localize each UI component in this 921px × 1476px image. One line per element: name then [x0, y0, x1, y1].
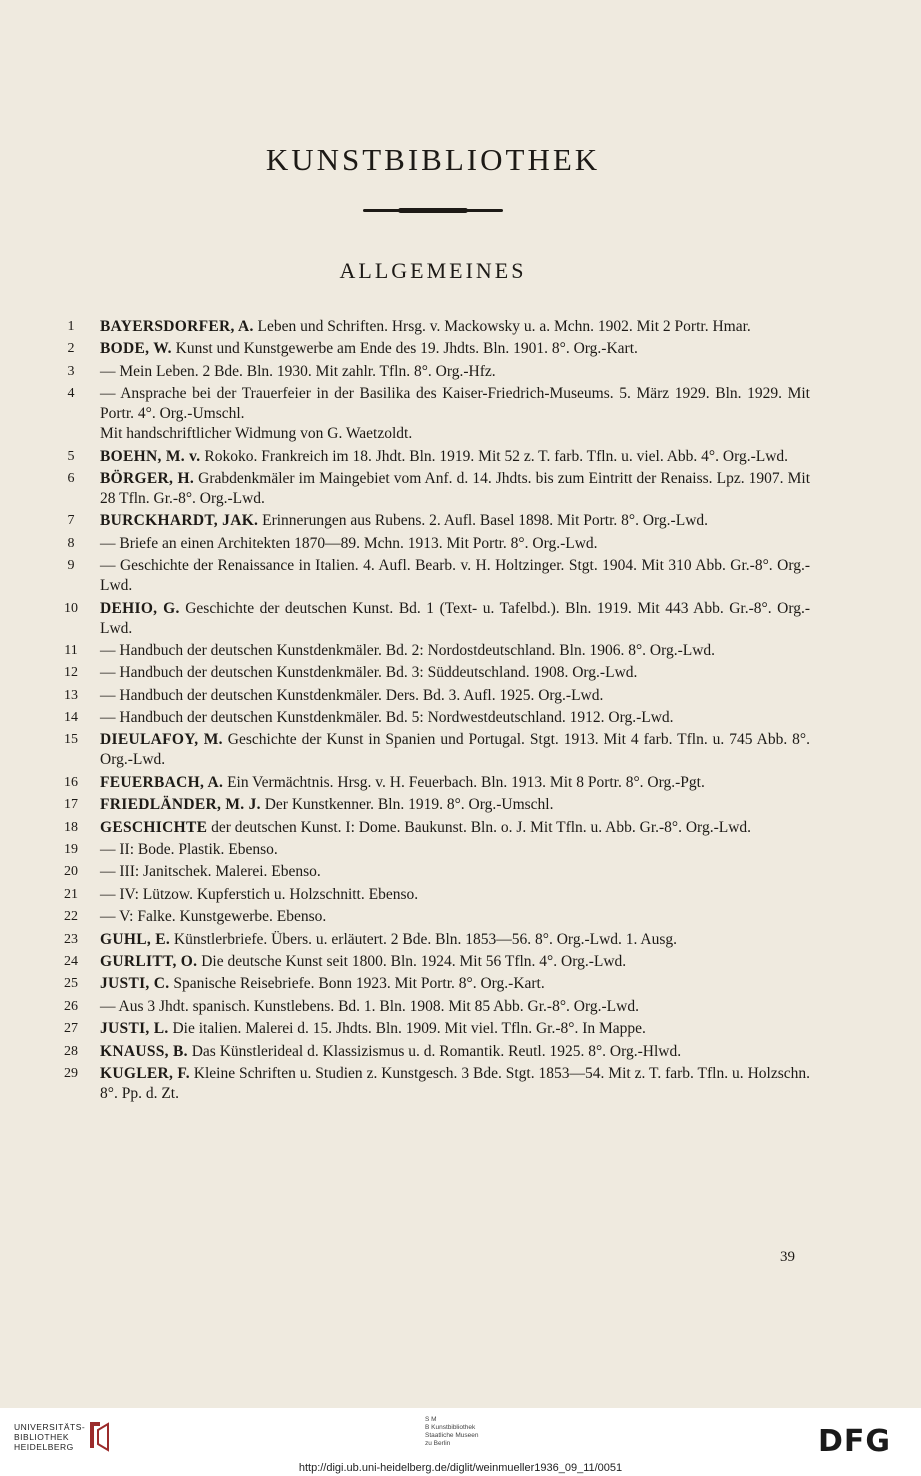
catalog-entry: [60, 885, 810, 905]
entry-text: [100, 599, 810, 639]
catalog-entry: [60, 447, 810, 467]
catalog-entry: [60, 907, 810, 927]
entry-number: 26: [64, 998, 78, 1014]
museum-stamp: S M B Kunstbibliothek Staatliche Museen zu Berlin: [425, 1416, 479, 1447]
entry-description: Das Künstlerideal d. Klassizismus u. d. Romantik. Reutl. 1925. 8°. Org.-Hlwd.: [187, 1042, 682, 1060]
source-url-link[interactable]: http://digi.ub.uni-heidelberg.de/diglit/weinmueller1936_09_11/0051: [298, 1462, 623, 1474]
entry-text: [100, 1064, 810, 1104]
page-number: 39: [780, 1249, 795, 1265]
entry-author: BOEHN, M. v.: [100, 447, 201, 465]
title-divider: [363, 209, 503, 212]
entry-description: Künstlerbriefe. Übers. u. erläutert. 2 Bde. Bln. 1853—56. 8°. Org.-Lwd. 1. Ausg.: [170, 930, 678, 948]
entry-description: — Handbuch der deutschen Kunstdenkmäler. Ders. Bd. 3. Aufl. 1925. Org.-Lwd.: [100, 686, 604, 704]
entry-description: — Ansprache bei der Trauerfeier in der Basilika des Kaiser-Friedrich-Museums. 5. März 1929. Bln. 1929. Mit Portr. 4°. Org.-Umschl.: [100, 385, 810, 423]
university-emblem-icon: [86, 1420, 112, 1452]
entry-text: [100, 952, 810, 972]
entry-number: 14: [64, 710, 78, 726]
entry-author: BURCKHARDT, JAK.: [100, 512, 259, 530]
entry-text: [100, 862, 810, 882]
catalog-entry: [60, 1019, 810, 1039]
catalog-entry: [60, 534, 810, 554]
entry-text: [100, 730, 810, 770]
entry-author: GUHL, E.: [100, 930, 171, 948]
entry-description: — Handbuch der deutschen Kunstdenkmäler. Bd. 2: Nordostdeutschland. Bln. 1906. 8°. Org.-Lwd.: [100, 641, 716, 659]
entry-author: JUSTI, L.: [100, 1020, 169, 1038]
catalog-entry: [60, 773, 810, 793]
entry-number: 20: [64, 864, 78, 880]
catalog-entry: [60, 641, 810, 661]
entry-text: [100, 840, 810, 860]
entry-number: 23: [64, 931, 78, 947]
catalog-entry: [60, 818, 810, 838]
entry-number: 11: [64, 642, 78, 658]
university-library-logo[interactable]: UNIVERSITÄTS- BIBLIOTHEK HEIDELBERG: [14, 1422, 86, 1452]
entry-number: 27: [64, 1021, 78, 1037]
entry-description: Spanische Reisebriefe. Bonn 1923. Mit Portr. 8°. Org.-Kart.: [169, 975, 545, 993]
entry-description: — Briefe an einen Architekten 1870—89. Mchn. 1913. Mit Portr. 8°. Org.-Lwd.: [100, 534, 598, 552]
entry-description: — IV: Lützow. Kupferstich u. Holzschnitt. Ebenso.: [100, 885, 419, 903]
entry-description: Die deutsche Kunst seit 1800. Bln. 1924. Mit 56 Tfln. 4°. Org.-Lwd.: [197, 952, 627, 970]
catalog-entry: [60, 556, 810, 596]
entry-number: 8: [67, 535, 75, 551]
entry-number: 16: [64, 774, 78, 790]
entry-description: Kleine Schriften u. Studien z. Kunstgesch. 3 Bde. Stgt. 1853—54. Mit z. T. farb. Tfln. u. Holzschn. 8°. Pp. d. Zt.: [100, 1064, 810, 1102]
entry-number: 7: [67, 513, 75, 529]
catalog-entry: [60, 469, 810, 509]
entry-text: [100, 708, 810, 728]
entry-number: 12: [64, 665, 78, 681]
entry-text: [100, 447, 810, 467]
catalog-entry: [60, 384, 810, 444]
entry-number: 6: [67, 470, 75, 486]
entry-text: [100, 362, 810, 382]
catalog-entry: [60, 930, 810, 950]
catalog-entry: [60, 795, 810, 815]
entry-number: 3: [67, 363, 75, 379]
catalog-entry: [60, 1064, 810, 1104]
entry-description: Geschichte der Kunst in Spanien und Portugal. Stgt. 1913. Mit 4 farb. Tfln. u. 745 Abb. 8°. Org.-Lwd.: [100, 731, 810, 769]
catalog-entry: [60, 730, 810, 770]
catalog-entry: [60, 708, 810, 728]
entry-text: [100, 511, 810, 531]
entry-text: [100, 384, 810, 444]
entry-description: Rokoko. Frankreich im 18. Jhdt. Bln. 1919. Mit 52 z. T. farb. Tfln. u. viel. Abb. 4°. Org.-Lwd.: [200, 447, 789, 465]
entry-text: [100, 534, 810, 554]
entry-author: DEHIO, G.: [100, 599, 180, 617]
entry-description: Erinnerungen aus Rubens. 2. Aufl. Basel 1898. Mit Portr. 8°. Org.-Lwd.: [258, 512, 709, 530]
entry-number: 24: [64, 953, 78, 969]
entry-description: Geschichte der deutschen Kunst. Bd. 1 (Text- u. Tafelbd.). Bln. 1919. Mit 443 Abb. Gr.-8°. Org.-Lwd.: [100, 599, 810, 637]
entry-author: DIEULAFOY, M.: [100, 731, 223, 749]
catalog-entry: [60, 686, 810, 706]
entry-description: — II: Bode. Plastik. Ebenso.: [100, 841, 278, 859]
entry-author: JUSTI, C.: [100, 975, 170, 993]
entry-author: GURLITT, O.: [100, 952, 198, 970]
entry-text: [100, 795, 810, 815]
entry-number: 4: [67, 386, 75, 402]
entry-number: 17: [64, 797, 78, 813]
entry-text: [100, 974, 810, 994]
catalog-entry: [60, 599, 810, 639]
catalog-entry: [60, 511, 810, 531]
entry-text: [100, 663, 810, 683]
catalog-entry: [60, 862, 810, 882]
entry-number: 21: [64, 886, 78, 902]
entry-text: [100, 469, 810, 509]
entry-description: Der Kunstkenner. Bln. 1919. 8°. Org.-Umschl.: [260, 796, 554, 814]
entry-number: 9: [67, 558, 75, 574]
entry-description: — III: Janitschek. Malerei. Ebenso.: [100, 863, 321, 881]
catalog-entry: [60, 840, 810, 860]
entry-text: [100, 818, 810, 838]
entry-number: 22: [64, 909, 78, 925]
entry-description: der deutschen Kunst. I: Dome. Baukunst. Bln. o. J. Mit Tfln. u. Abb. Gr.-8°. Org.-Lwd.: [207, 818, 752, 836]
entry-author: FEUERBACH, A.: [100, 773, 224, 791]
entry-author: KNAUSS, B.: [100, 1042, 188, 1060]
entry-text: [100, 641, 810, 661]
entry-description: — Handbuch der deutschen Kunstdenkmäler. Bd. 3: Süddeutschland. 1908. Org.-Lwd.: [100, 664, 638, 682]
entry-text: [100, 317, 810, 337]
catalog-entry: [60, 362, 810, 382]
entry-description: Grabdenkmäler im Maingebiet vom Anf. d. 14. Jhdts. bis zum Eintritt der Renaiss. Lpz. 1907. Mit 28 Tfln. Gr.-8°. Org.-Lwd.: [100, 469, 811, 507]
entry-description: Kunst und Kunstgewerbe am Ende des 19. Jhdts. Bln. 1901. 8°. Org.-Kart.: [171, 340, 638, 358]
entry-description: — Mein Leben. 2 Bde. Bln. 1930. Mit zahlr. Tfln. 8°. Org.-Hfz.: [100, 362, 496, 380]
entry-number: 29: [64, 1065, 78, 1081]
catalog-entry: [60, 339, 810, 359]
entry-description: — Handbuch der deutschen Kunstdenkmäler. Bd. 5: Nordwestdeutschland. 1912. Org.-Lwd.: [100, 709, 674, 727]
entry-author: BODE, W.: [100, 340, 172, 358]
entry-description: — Geschichte der Renaissance in Italien. 4. Aufl. Bearb. v. H. Holtzinger. Stgt. 1904. Mit 310 Abb. Gr.-8°. Org.-Lwd.: [100, 557, 810, 595]
catalog-entry-list: [60, 317, 810, 1106]
entry-number: 13: [64, 687, 78, 703]
entry-number: 25: [64, 976, 78, 992]
viewer-footer: [0, 1408, 921, 1476]
entry-text: [100, 930, 810, 950]
dfg-logo[interactable]: DFG: [818, 1424, 892, 1459]
entry-text: [100, 339, 810, 359]
entry-number: 5: [67, 448, 75, 464]
entry-author: BAYERSDORFER, A.: [100, 318, 254, 335]
entry-text: [100, 686, 810, 706]
entry-description: Die italien. Malerei d. 15. Jhdts. Bln. 1909. Mit viel. Tfln. Gr.-8°. In Mappe.: [168, 1020, 646, 1038]
entry-description: Ein Vermächtnis. Hrsg. v. H. Feuerbach. Bln. 1913. Mit 8 Portr. 8°. Org.-Pgt.: [223, 773, 705, 791]
entry-description: — Aus 3 Jhdt. spanisch. Kunstlebens. Bd. 1. Bln. 1908. Mit 85 Abb. Gr.-8°. Org.-Lwd.: [100, 997, 639, 1015]
entry-number: 19: [64, 842, 78, 858]
entry-number: 15: [64, 732, 78, 748]
entry-number: 2: [67, 341, 75, 357]
entry-number: 28: [64, 1043, 78, 1059]
entry-text: [100, 773, 810, 793]
catalog-entry: [60, 997, 810, 1017]
entry-number: 10: [64, 600, 78, 616]
catalog-entry: [60, 317, 810, 337]
catalog-entry: [60, 1042, 810, 1062]
entry-number: 18: [64, 819, 78, 835]
entry-text: [100, 885, 810, 905]
catalog-entry: [60, 952, 810, 972]
entry-description: — V: Falke. Kunstgewerbe. Ebenso.: [100, 908, 327, 926]
entry-note: Mit handschriftlicher Widmung von G. Waetzoldt.: [100, 425, 413, 443]
section-title: ALLGEMEINES: [339, 258, 527, 283]
entry-text: [100, 556, 810, 596]
entry-author: KUGLER, F.: [100, 1064, 190, 1082]
entry-text: [100, 1019, 810, 1039]
entry-author: FRIEDLÄNDER, M. J.: [100, 796, 261, 814]
page-title: KUNSTBIBLIOTHEK: [265, 142, 601, 177]
entry-text: [100, 1042, 810, 1062]
entry-description: Leben und Schriften. Hrsg. v. Mackowsky u. a. Mchn. 1902. Mit 2 Portr. Hmar.: [253, 318, 751, 335]
entry-author: GESCHICHTE: [100, 818, 208, 836]
catalog-entry: [60, 974, 810, 994]
entry-author: BÖRGER, H.: [100, 469, 195, 487]
entry-text: [100, 997, 810, 1017]
entry-text: [100, 907, 810, 927]
catalog-entry: [60, 663, 810, 683]
entry-number: 1: [67, 319, 75, 334]
